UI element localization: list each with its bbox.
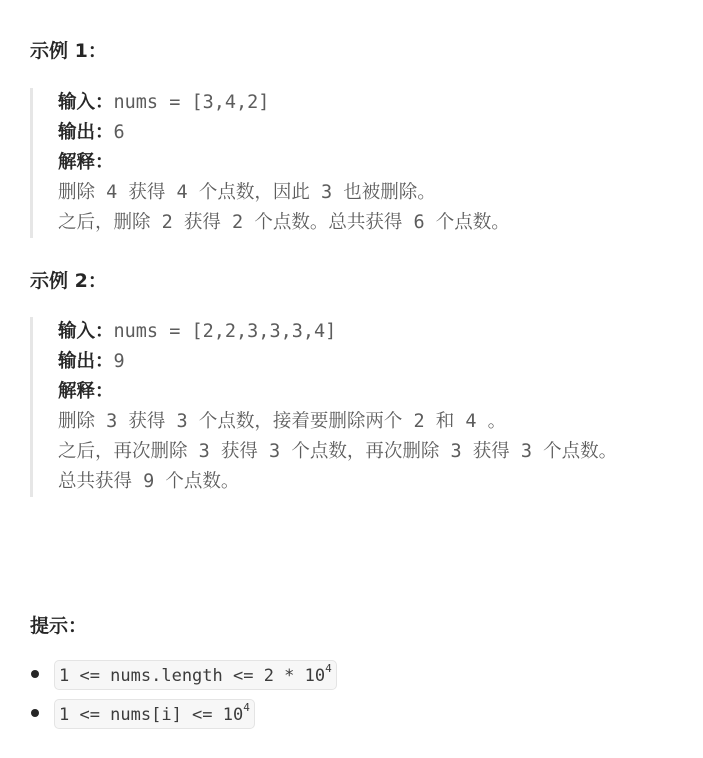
explain-label: 解释： (58, 152, 114, 173)
explain-line: 之后，删除 2 获得 2 个点数。总共获得 6 个点数。 (58, 212, 510, 233)
explain-line: 删除 4 获得 4 个点数，因此 3 也被删除。 (58, 182, 436, 203)
explain-line: 之后，再次删除 3 获得 3 个点数，再次删除 3 获得 3 个点数。 (58, 441, 618, 462)
input-value: nums = [2,2,3,3,3,4] (113, 321, 337, 342)
example-2-input-line (58, 317, 678, 347)
constraint-exponent: 4 (243, 701, 250, 715)
example-2-explain-label-line (58, 377, 678, 407)
explain-line: 删除 3 获得 3 个点数，接着要删除两个 2 和 4 。 (58, 411, 507, 432)
output-label: 输出： (58, 122, 114, 143)
input-label: 输入： (58, 92, 114, 113)
constraints-list (30, 660, 337, 738)
explain-label: 解释： (58, 381, 114, 402)
output-value: 9 (113, 351, 125, 372)
hints-heading: 提示： (30, 615, 88, 637)
list-item (30, 660, 337, 688)
example-1-heading: 示例 1： (30, 40, 107, 62)
constraint-text: 1 <= nums.length <= 2 * 10 (59, 666, 326, 686)
inline-code (54, 699, 255, 729)
input-value: nums = [3,4,2] (113, 92, 270, 113)
example-1-block (30, 88, 678, 238)
constraint-exponent: 4 (325, 662, 332, 676)
example-2-output-line (58, 347, 678, 377)
bullet-icon (31, 670, 39, 678)
list-item (30, 699, 337, 727)
output-label: 输出： (58, 351, 114, 372)
example-2-heading: 示例 2： (30, 270, 107, 292)
inline-code (54, 660, 337, 690)
example-2-block (30, 317, 678, 497)
bullet-icon (31, 709, 39, 717)
example-1-explain-label-line (58, 148, 678, 178)
output-value: 6 (113, 122, 125, 143)
constraint-text: 1 <= nums[i] <= 10 (59, 705, 244, 725)
explain-line: 总共获得 9 个点数。 (58, 471, 240, 492)
example-1-input-line (58, 88, 678, 118)
example-1-output-line (58, 118, 678, 148)
input-label: 输入： (58, 321, 114, 342)
